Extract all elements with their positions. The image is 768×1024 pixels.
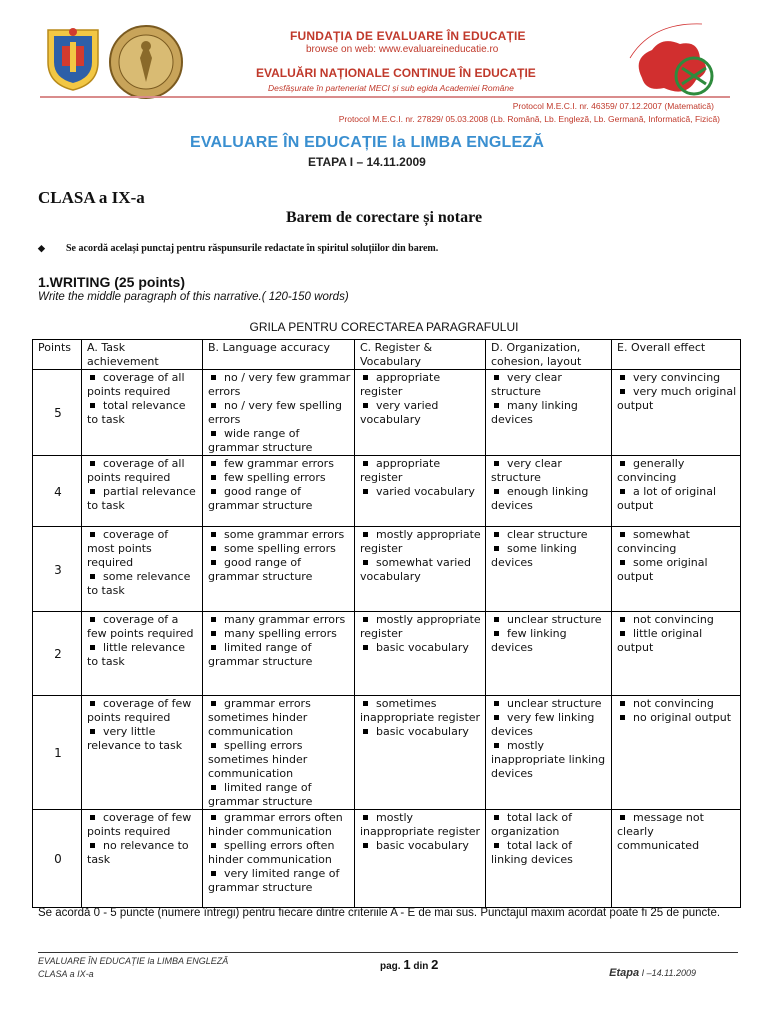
criterion-item: [491, 371, 608, 399]
criterion-item-text: total lack of linking devices: [491, 839, 573, 866]
criterion-item: [208, 542, 351, 556]
criterion-item: [208, 641, 351, 669]
criterion-item-text: message not clearly communicated: [617, 811, 704, 852]
criterion-cell: [355, 696, 486, 810]
square-bullet-icon: [211, 785, 216, 790]
criterion-item-text: some grammar errors: [224, 528, 345, 541]
criterion-item: [208, 811, 351, 839]
column-header: A. Task achievement: [82, 340, 203, 370]
points-cell: 5: [33, 370, 82, 456]
writing-instruction: Write the middle paragraph of this narrative.( 120-150 words): [38, 291, 349, 303]
criterion-item-text: coverage of all points required: [87, 371, 185, 398]
criterion-item: [87, 811, 199, 839]
evaluation-title: EVALUARE ÎN EDUCAȚIE la LIMBA ENGLEZĂ: [190, 134, 545, 151]
table-row: [33, 612, 741, 696]
criterion-item: [360, 371, 482, 399]
barem-title: Barem de corectare și notare: [285, 209, 483, 226]
criterion-item-text: sometimes inappropriate register: [360, 697, 481, 724]
square-bullet-icon: [494, 546, 499, 551]
square-bullet-icon: [494, 375, 499, 380]
criterion-item-text: mostly inappropriate linking devices: [491, 739, 606, 780]
table-header-row: [33, 340, 741, 370]
square-bullet-icon: [363, 843, 368, 848]
square-bullet-icon: [211, 645, 216, 650]
criterion-item: [360, 613, 482, 641]
column-header: Points: [33, 340, 82, 370]
romania-coat-of-arms-logo: [44, 24, 102, 92]
points-cell: 3: [33, 527, 82, 612]
criterion-item: [617, 627, 737, 655]
square-bullet-icon: [211, 431, 216, 436]
criterion-cell: [203, 456, 355, 527]
criterion-item: [491, 528, 608, 542]
criterion-item: [491, 839, 608, 867]
criterion-item: [617, 485, 737, 513]
square-bullet-icon: [211, 815, 216, 820]
square-bullet-icon: [363, 645, 368, 650]
criterion-item-text: no relevance to task: [87, 839, 189, 866]
criterion-cell: [486, 696, 612, 810]
criterion-cell: [82, 370, 203, 456]
square-bullet-icon: [211, 617, 216, 622]
square-bullet-icon: [494, 743, 499, 748]
criterion-item-text: good range of grammar structure: [208, 485, 313, 512]
square-bullet-icon: [620, 532, 625, 537]
table-row: [33, 527, 741, 612]
square-bullet-icon: [620, 815, 625, 820]
criterion-item: [491, 457, 608, 485]
criterion-item-text: partial relevance to task: [87, 485, 196, 512]
criterion-item-text: generally convincing: [617, 457, 685, 484]
criterion-cell: [486, 810, 612, 908]
square-bullet-icon: [494, 461, 499, 466]
square-bullet-icon: [620, 489, 625, 494]
criterion-cell: [486, 370, 612, 456]
criterion-item-text: spelling errors sometimes hinder communication: [208, 739, 308, 780]
square-bullet-icon: [211, 560, 216, 565]
criterion-cell: [486, 456, 612, 527]
criterion-item: [208, 697, 351, 739]
criterion-item-text: basic vocabulary: [376, 839, 469, 852]
criterion-item: [87, 570, 199, 598]
criterion-item: [617, 711, 737, 725]
square-bullet-icon: [90, 729, 95, 734]
criterion-item: [208, 556, 351, 584]
square-bullet-icon: [363, 375, 368, 380]
square-bullet-icon: [620, 560, 625, 565]
square-bullet-icon: [90, 403, 95, 408]
criterion-cell: [612, 810, 741, 908]
footer-stage-label: Etapa: [609, 967, 640, 979]
criterion-item: [87, 485, 199, 513]
criterion-item: [617, 385, 737, 413]
criterion-item: [617, 613, 737, 627]
table-row: [33, 370, 741, 456]
criterion-item-text: mostly inappropriate register: [360, 811, 481, 838]
diamond-bullet-icon: ◆: [38, 243, 45, 253]
criterion-cell: [82, 810, 203, 908]
square-bullet-icon: [363, 815, 368, 820]
criterion-cell: [612, 370, 741, 456]
table-row: [33, 696, 741, 810]
footer-stage-value: I –14.11.2009: [641, 968, 696, 978]
criterion-item: [208, 471, 351, 485]
criterion-item: [617, 457, 737, 485]
square-bullet-icon: [494, 701, 499, 706]
criterion-cell: [82, 456, 203, 527]
criterion-item-text: few linking devices: [491, 627, 567, 654]
square-bullet-icon: [90, 815, 95, 820]
square-bullet-icon: [90, 461, 95, 466]
criterion-item: [360, 811, 482, 839]
criterion-cell: [355, 527, 486, 612]
criterion-item-text: somewhat varied vocabulary: [360, 556, 472, 583]
criterion-item: [360, 725, 482, 739]
square-bullet-icon: [211, 546, 216, 551]
criterion-item-text: good range of grammar structure: [208, 556, 313, 583]
criterion-cell: [203, 612, 355, 696]
criterion-item-text: little original output: [617, 627, 703, 654]
criterion-item-text: little relevance to task: [87, 641, 185, 668]
protocol-line-1: Protocol M.E.C.I. nr. 46359/ 07.12.2007 (Matematică): [512, 101, 714, 111]
criterion-item-text: very clear structure: [491, 371, 562, 398]
criterion-item: [491, 542, 608, 570]
criterion-item-text: no original output: [633, 711, 732, 724]
criterion-item-text: no / very few grammar errors: [208, 371, 351, 398]
criterion-item: [617, 556, 737, 584]
square-bullet-icon: [211, 701, 216, 706]
column-header: E. Overall effect: [612, 340, 741, 370]
criterion-item-text: appropriate register: [360, 371, 441, 398]
criterion-item-text: total lack of organization: [491, 811, 572, 838]
criterion-item-text: coverage of a few points required: [87, 613, 194, 640]
criterion-item-text: basic vocabulary: [376, 725, 469, 738]
criterion-item: [208, 457, 351, 471]
criterion-item-text: appropriate register: [360, 457, 441, 484]
criterion-item: [208, 839, 351, 867]
criterion-item-text: no / very few spelling errors: [208, 399, 342, 426]
criterion-cell: [203, 527, 355, 612]
criterion-item-text: mostly appropriate register: [360, 528, 481, 555]
criterion-item-text: very few linking devices: [491, 711, 595, 738]
square-bullet-icon: [620, 631, 625, 636]
criterion-item-text: very clear structure: [491, 457, 562, 484]
points-cell: 1: [33, 696, 82, 810]
academy-seal-logo: [108, 24, 184, 100]
criterion-item-text: varied vocabulary: [376, 485, 475, 498]
organization-name: FUNDAȚIA DE EVALUARE ÎN EDUCAȚIE: [290, 29, 526, 43]
criterion-cell: [355, 456, 486, 527]
class-title: CLASA a IX-a: [38, 188, 145, 207]
criterion-item: [87, 528, 199, 570]
criterion-cell: [82, 527, 203, 612]
criterion-item-text: many grammar errors: [224, 613, 346, 626]
criterion-cell: [355, 370, 486, 456]
criterion-item-text: few grammar errors: [224, 457, 334, 470]
criterion-item-text: some relevance to task: [87, 570, 191, 597]
criterion-item-text: limited range of grammar structure: [208, 781, 313, 808]
footer-divider: [38, 952, 738, 953]
criterion-item: [617, 528, 737, 556]
scoring-footnote: Se acordă 0 - 5 puncte (numere întregi) pentru fiecare dintre criteriile A - E de mai sus. Punctajul maxim acordat poate fi 25 de puncte.: [38, 907, 721, 919]
criterion-cell: [82, 696, 203, 810]
criterion-item: [360, 399, 482, 427]
criterion-cell: [203, 370, 355, 456]
criterion-item-text: coverage of most points required: [87, 528, 169, 569]
criterion-item: [208, 528, 351, 542]
criterion-item: [491, 399, 608, 427]
criterion-item: [617, 811, 737, 853]
column-header: C. Register & Vocabulary: [355, 340, 486, 370]
criterion-item: [87, 371, 199, 399]
square-bullet-icon: [494, 843, 499, 848]
criterion-item: [617, 371, 737, 385]
criterion-item-text: basic vocabulary: [376, 641, 469, 654]
criterion-item: [208, 627, 351, 641]
column-header: D. Organization, cohesion, layout: [486, 340, 612, 370]
criterion-cell: [82, 612, 203, 696]
criterion-item-text: wide range of grammar structure: [208, 427, 313, 454]
scoring-note: [38, 243, 438, 254]
page-current: 1: [403, 957, 411, 972]
square-bullet-icon: [620, 389, 625, 394]
square-bullet-icon: [620, 375, 625, 380]
criterion-item: [87, 839, 199, 867]
criterion-cell: [203, 696, 355, 810]
square-bullet-icon: [90, 617, 95, 622]
criterion-item: [208, 371, 351, 399]
national-evaluations-title: EVALUĂRI NAȚIONALE CONTINUE ÎN EDUCAȚIE: [256, 66, 536, 80]
square-bullet-icon: [620, 701, 625, 706]
organization-website: browse on web: www.evaluareineducatie.ro: [306, 44, 499, 55]
criterion-item-text: unclear structure: [507, 697, 602, 710]
evaluation-stage: ETAPA I – 14.11.2009: [308, 155, 426, 169]
criterion-cell: [612, 456, 741, 527]
criterion-item: [360, 457, 482, 485]
criterion-item-text: mostly appropriate register: [360, 613, 481, 640]
page-prefix: pag.: [380, 961, 401, 972]
page-total: 2: [431, 957, 439, 972]
grid-title: GRILA PENTRU CORECTAREA PARAGRAFULUI: [249, 320, 519, 334]
square-bullet-icon: [211, 843, 216, 848]
square-bullet-icon: [211, 489, 216, 494]
criterion-item: [491, 811, 608, 839]
square-bullet-icon: [494, 489, 499, 494]
criterion-item: [87, 725, 199, 753]
square-bullet-icon: [90, 532, 95, 537]
criterion-item: [208, 427, 351, 455]
criterion-item-text: some linking devices: [491, 542, 577, 569]
criterion-item-text: some original output: [617, 556, 708, 583]
criterion-item: [360, 697, 482, 725]
criterion-item: [360, 485, 482, 499]
square-bullet-icon: [494, 631, 499, 636]
square-bullet-icon: [90, 375, 95, 380]
square-bullet-icon: [211, 532, 216, 537]
criterion-cell: [355, 612, 486, 696]
points-cell: 2: [33, 612, 82, 696]
criterion-item-text: grammar errors often hinder communication: [208, 811, 343, 838]
square-bullet-icon: [90, 645, 95, 650]
square-bullet-icon: [494, 815, 499, 820]
square-bullet-icon: [90, 843, 95, 848]
criterion-cell: [612, 612, 741, 696]
square-bullet-icon: [620, 461, 625, 466]
criterion-cell: [612, 696, 741, 810]
footer-class: CLASA a IX-a: [38, 969, 94, 979]
criterion-item-text: coverage of all points required: [87, 457, 185, 484]
criterion-item-text: very little relevance to task: [87, 725, 183, 752]
writing-section-title: 1.WRITING (25 points): [38, 274, 185, 290]
criterion-item-text: total relevance to task: [87, 399, 186, 426]
criterion-item: [360, 641, 482, 655]
criterion-item-text: some spelling errors: [224, 542, 336, 555]
criterion-item: [491, 739, 608, 781]
criterion-item-text: not convincing: [633, 697, 714, 710]
square-bullet-icon: [211, 631, 216, 636]
square-bullet-icon: [494, 403, 499, 408]
criterion-item-text: few spelling errors: [224, 471, 326, 484]
criterion-item-text: enough linking devices: [491, 485, 589, 512]
points-cell: 4: [33, 456, 82, 527]
criterion-item: [208, 399, 351, 427]
criterion-item-text: many linking devices: [491, 399, 578, 426]
square-bullet-icon: [363, 461, 368, 466]
square-bullet-icon: [211, 743, 216, 748]
criterion-item-text: somewhat convincing: [617, 528, 690, 555]
points-cell: 0: [33, 810, 82, 908]
square-bullet-icon: [211, 475, 216, 480]
criterion-item: [491, 485, 608, 513]
page-number: [380, 957, 438, 972]
criterion-item: [491, 627, 608, 655]
square-bullet-icon: [90, 574, 95, 579]
table-row: [33, 456, 741, 527]
square-bullet-icon: [211, 461, 216, 466]
criterion-item-text: clear structure: [507, 528, 588, 541]
criterion-item: [208, 613, 351, 627]
document-header: [0, 0, 768, 180]
criterion-item-text: spelling errors often hinder communication: [208, 839, 335, 866]
square-bullet-icon: [620, 617, 625, 622]
criterion-item-text: very limited range of grammar structure: [208, 867, 340, 894]
scoring-note-text: Se acordă același punctaj pentru răspunsurile redactate în spiritul soluțiilor din barem.: [66, 243, 439, 254]
criterion-item: [491, 697, 608, 711]
square-bullet-icon: [494, 617, 499, 622]
criterion-item: [491, 711, 608, 739]
square-bullet-icon: [211, 403, 216, 408]
column-header: B. Language accuracy: [203, 340, 355, 370]
criterion-item-text: not convincing: [633, 613, 714, 626]
criterion-item-text: limited range of grammar structure: [208, 641, 313, 668]
criterion-item: [208, 867, 351, 895]
criterion-item: [208, 781, 351, 809]
criterion-cell: [203, 810, 355, 908]
header-divider: [40, 96, 730, 98]
footer-evaluation-title: EVALUARE ÎN EDUCAȚIE la LIMBA ENGLEZĂ: [38, 956, 229, 966]
criterion-item: [87, 399, 199, 427]
rubric-table: [32, 339, 741, 908]
footer-stage: [609, 967, 696, 979]
criterion-cell: [486, 527, 612, 612]
page-of: din: [413, 961, 429, 972]
square-bullet-icon: [620, 715, 625, 720]
square-bullet-icon: [363, 532, 368, 537]
square-bullet-icon: [90, 701, 95, 706]
criterion-cell: [355, 810, 486, 908]
criterion-item-text: grammar errors sometimes hinder communication: [208, 697, 311, 738]
square-bullet-icon: [211, 375, 216, 380]
criterion-item-text: very much original output: [617, 385, 737, 412]
criterion-item: [87, 613, 199, 641]
criterion-item: [360, 556, 482, 584]
criterion-item: [360, 528, 482, 556]
criterion-item-text: coverage of few points required: [87, 697, 192, 724]
criterion-item: [87, 641, 199, 669]
square-bullet-icon: [494, 532, 499, 537]
criterion-item: [617, 697, 737, 711]
square-bullet-icon: [211, 871, 216, 876]
criterion-cell: [486, 612, 612, 696]
criterion-item: [87, 697, 199, 725]
criterion-item-text: unclear structure: [507, 613, 602, 626]
criterion-item: [87, 457, 199, 485]
criterion-cell: [612, 527, 741, 612]
criterion-item-text: coverage of few points required: [87, 811, 192, 838]
criterion-item: [360, 839, 482, 853]
criterion-item-text: many spelling errors: [224, 627, 337, 640]
criterion-item: [208, 739, 351, 781]
partnership-note: Desfășurate în parteneriat MECI și sub egida Academiei Române: [268, 83, 514, 93]
criterion-item-text: very convincing: [633, 371, 721, 384]
square-bullet-icon: [363, 489, 368, 494]
square-bullet-icon: [90, 489, 95, 494]
square-bullet-icon: [494, 715, 499, 720]
criterion-item-text: very varied vocabulary: [360, 399, 439, 426]
criterion-item: [208, 485, 351, 513]
criterion-item: [491, 613, 608, 627]
square-bullet-icon: [363, 403, 368, 408]
criterion-item-text: a lot of original output: [617, 485, 717, 512]
square-bullet-icon: [363, 701, 368, 706]
square-bullet-icon: [363, 560, 368, 565]
square-bullet-icon: [363, 617, 368, 622]
square-bullet-icon: [363, 729, 368, 734]
protocol-line-2: Protocol M.E.C.I. nr. 27829/ 05.03.2008 (Lb. Română, Lb. Engleză, Lb. Germană, Informatică, Fizică): [338, 114, 720, 124]
table-row: [33, 810, 741, 908]
